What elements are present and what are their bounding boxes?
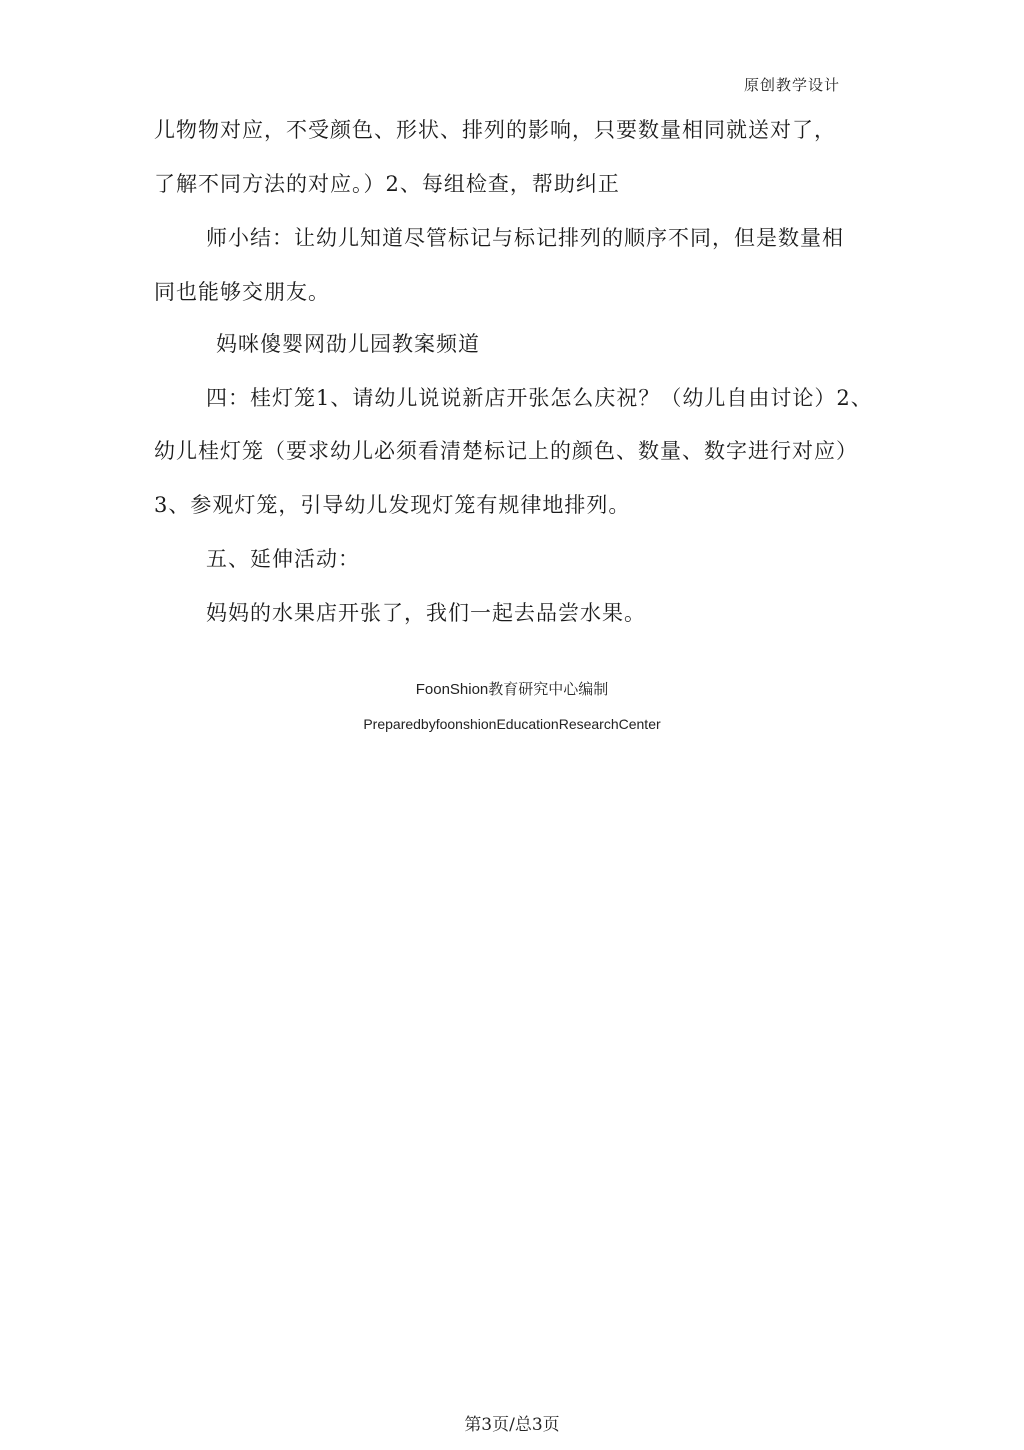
body-line-8: 3、参观灯笼，引导幼儿发现灯笼有规律地排列。 <box>154 493 631 517</box>
document-header-label: 原创教学设计 <box>743 76 840 94</box>
body-line-9-heading: 五、延伸活动： <box>206 547 360 571</box>
body-line-3: 师小结：让幼儿知道尽管标记与标记排列的顺序不同，但是数量相 <box>206 226 844 250</box>
page-number: 第3页/总3页 <box>464 1415 560 1435</box>
body-line-7: 幼儿桂灯笼（要求幼儿必须看清楚标记上的颜色、数量、数字进行对应） <box>154 439 858 463</box>
body-line-2: 了解不同方法的对应。）2、每组检查，帮助纠正 <box>154 172 620 196</box>
credit-english: PreparedbyfoonshionEducationResearchCenter <box>363 716 661 732</box>
body-line-10: 妈妈的水果店开张了，我们一起去品尝水果。 <box>206 601 646 625</box>
body-line-1: 儿物物对应，不受颜色、形状、排列的影响，只要数量相同就送对了， <box>154 118 836 142</box>
body-line-4: 同也能够交朋友。 <box>154 280 330 304</box>
credit-chinese: FoonShion教育研究中心编制 <box>415 681 609 698</box>
body-line-5-channel: 妈咪傻婴网劭儿园教案频道 <box>216 332 480 356</box>
body-line-6: 四：桂灯笼1、请幼儿说说新店开张怎么庆祝？（幼儿自由讨论）2、 <box>206 386 873 410</box>
